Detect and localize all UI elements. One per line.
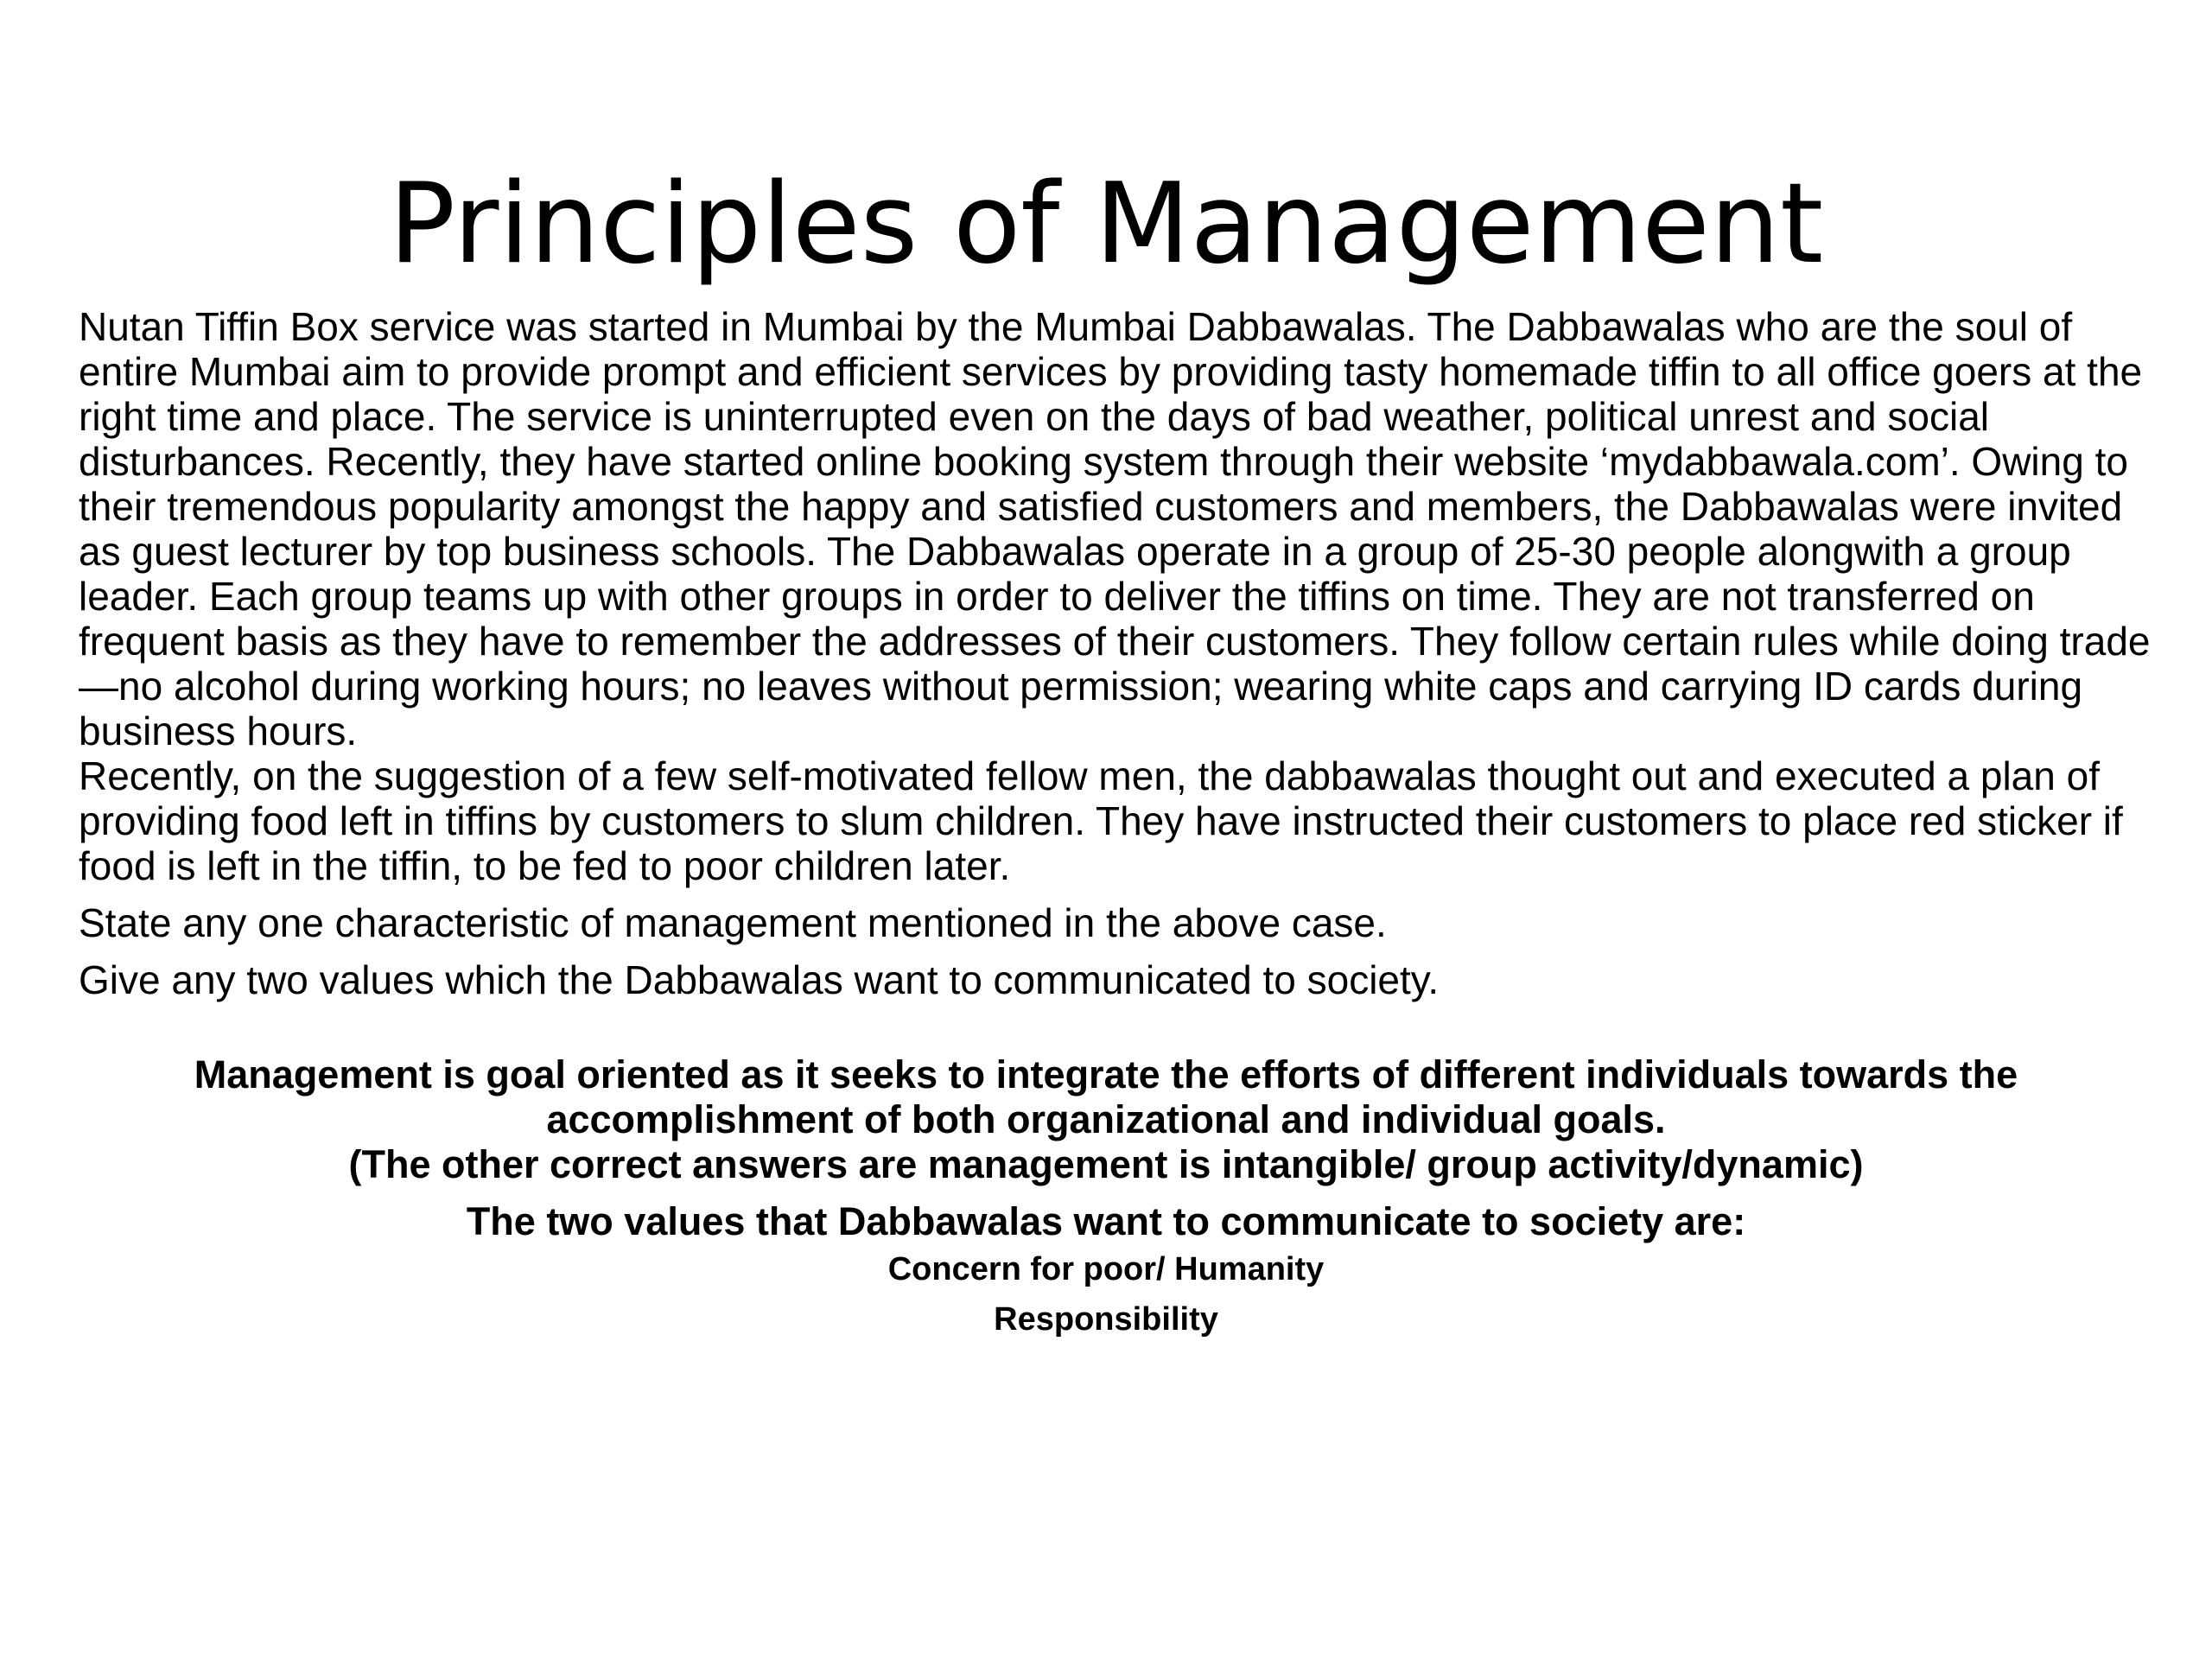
answers-block: [52, 1052, 2160, 1344]
case-paragraph-1: Nutan Tiffin Box service was started in Mumbai by the Mumbai Dabbawalas. The Dabbawalas who are the soul of entire Mumbai aim to provide prompt and efficient services by providing tasty homemade tiffin to all office goers at the right time and place. The service is uninterrupted even on the days of bad weather, political unrest and social disturbances. Recently, they have started online booking system through their website ‘mydabbawala.com’. Owing to their tremendous popularity amongst the happy and satisfied customers and members, the Dabbawalas were invited as guest lecturer by top business schools. The Dabbawalas operate in a group of 25-30 people alongwith a group leader. Each group teams up with other groups in order to deliver the tiffins on time. They are not transferred on frequent basis as they have to remember the addresses of their customers. They follow certain rules while doing trade—no alcohol during working hours; no leaves without permission; wearing white caps and carrying ID cards during business hours.: [79, 304, 2151, 753]
case-paragraph-2: Recently, on the suggestion of a few self-motivated fellow men, the dabbawalas thought out and executed a plan of providing food left in tiffins by customers to slum children. They have instructed their customers to place red sticker if food is left in the tiffin, to be fed to poor children later.: [79, 753, 2123, 888]
slide-title: Principles of Management: [388, 160, 1824, 289]
case-study-text: [79, 304, 2152, 1002]
question-2: Give any two values which the Dabbawalas want to communicated to society.: [79, 957, 1440, 1002]
answer-1: Management is goal oriented as it seeks to integrate the efforts of different individuals towards the accomplishment of both organizational and individual goals.: [194, 1052, 2018, 1141]
question-1: State any one characteristic of management mentioned in the above case.: [79, 900, 1387, 945]
answer-2-heading: The two values that Dabbawalas want to communicate to society are:: [466, 1199, 1746, 1243]
value-item: Concern for poor/ Humanity: [887, 1251, 1325, 1287]
value-item: Responsibility: [994, 1301, 1218, 1338]
answer-1-note: (The other correct answers are management is intangible/ group activity/dynamic): [348, 1142, 1864, 1186]
